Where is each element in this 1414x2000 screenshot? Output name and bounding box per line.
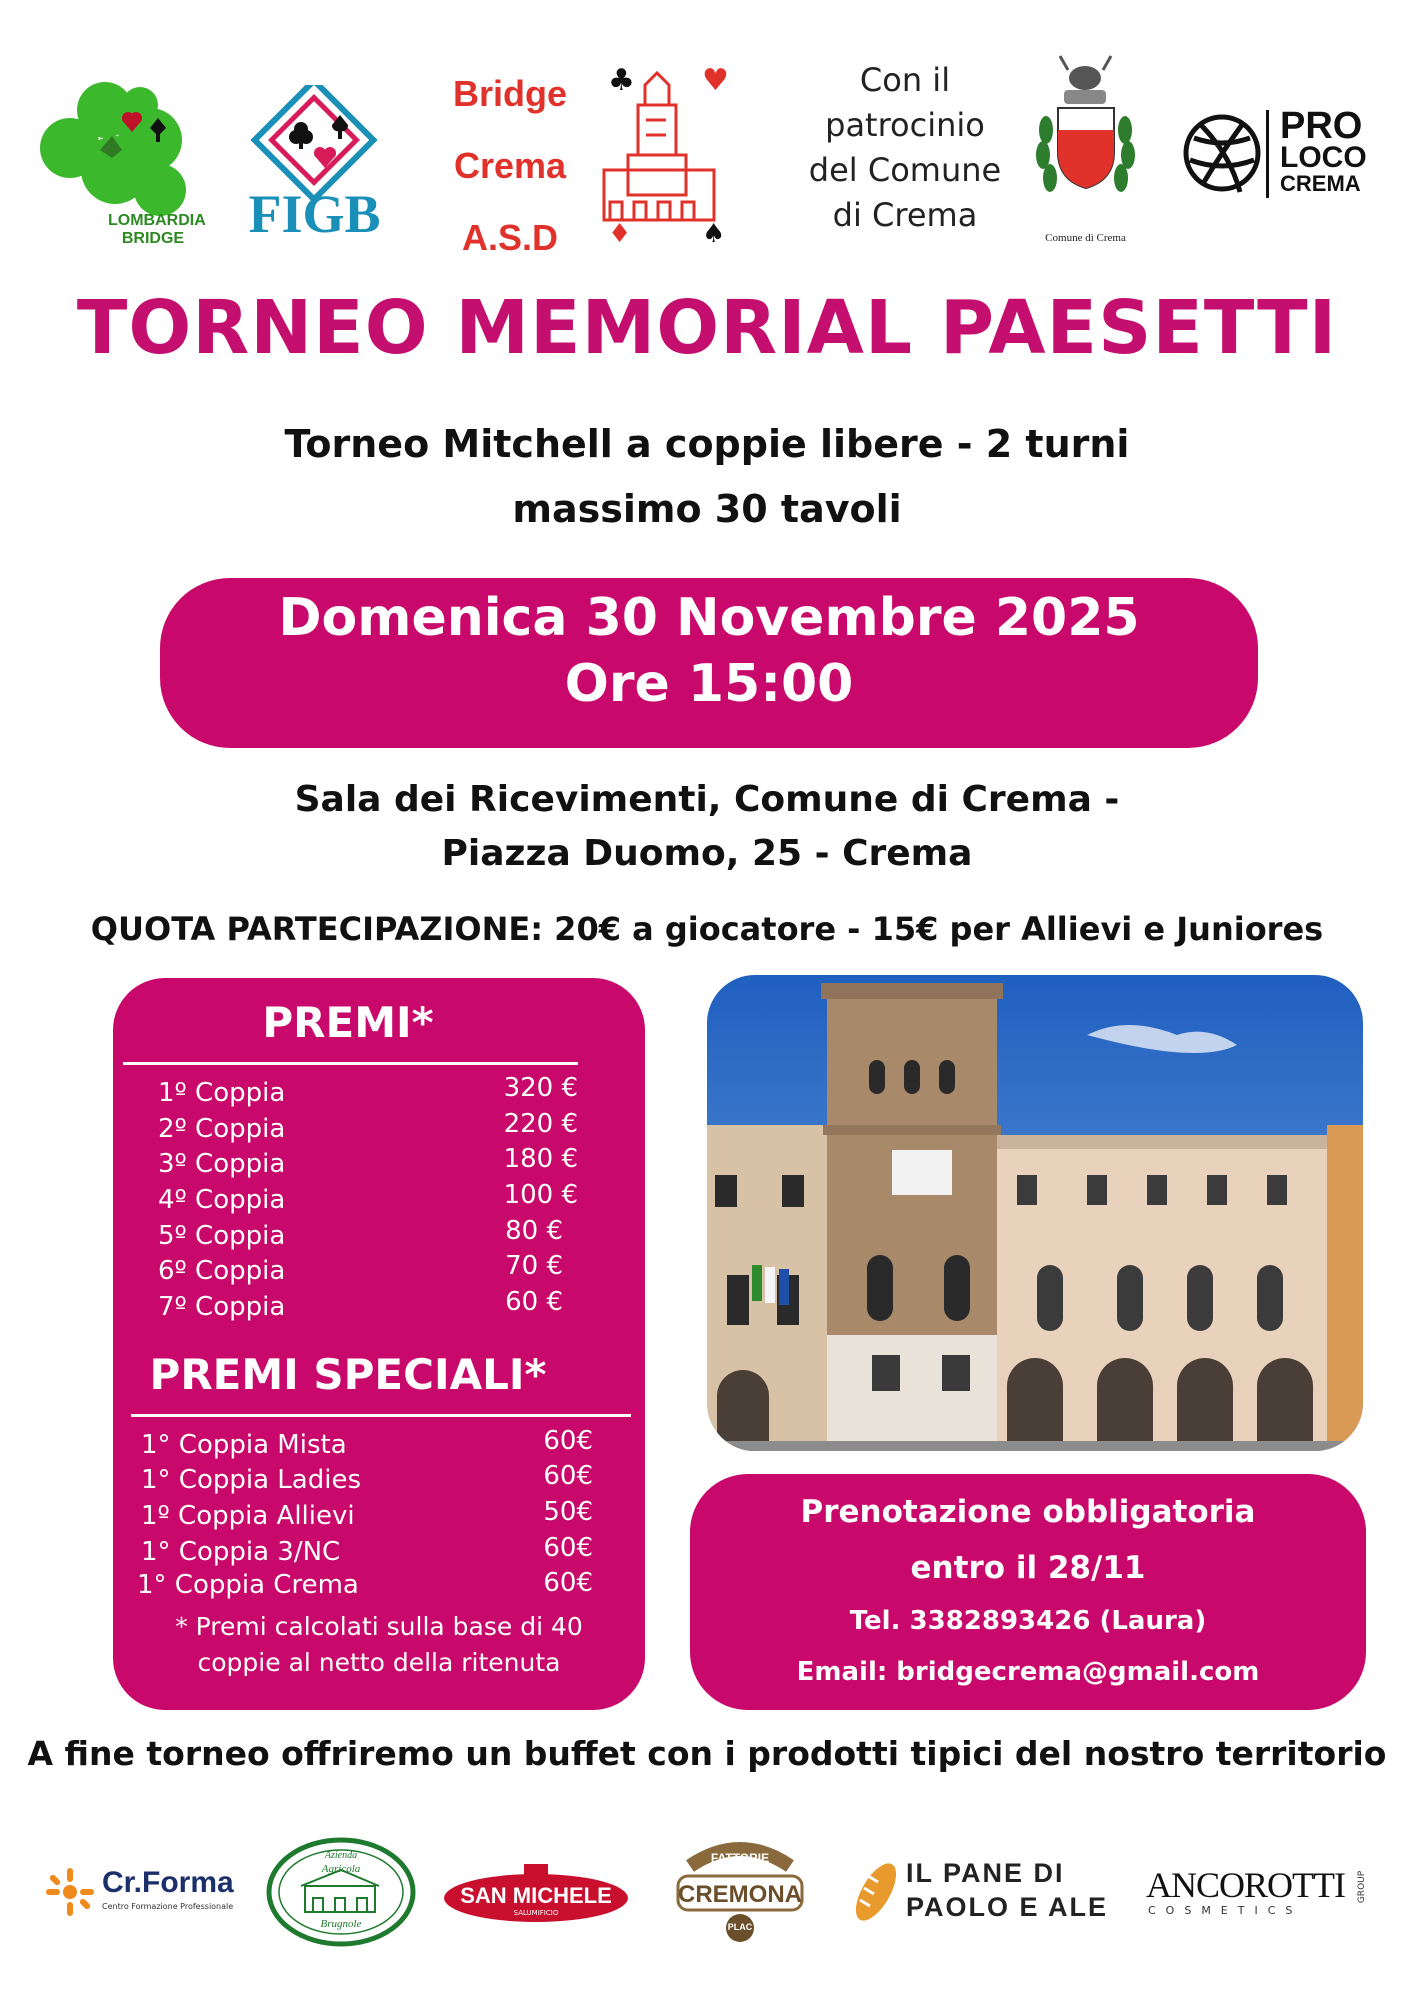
special-prizes-title: PREMI SPECIALI*	[149, 1350, 547, 1399]
crforma-icon	[44, 1866, 96, 1918]
patrocinio-line-4: di Crema	[832, 196, 978, 234]
comune-crema-crest	[1028, 50, 1143, 230]
booking-email[interactable]: Email: bridgecrema@gmail.com	[796, 1657, 1260, 1687]
club-name	[440, 58, 580, 274]
proloco-line-2: LOCO	[1280, 141, 1367, 174]
club-name-line-1: Bridge	[452, 73, 567, 114]
prize-value: 60 €	[505, 1287, 563, 1317]
proloco-icon	[1182, 108, 1262, 198]
prize-label: 4º Coppia	[158, 1185, 286, 1215]
figb-text: FIGB	[248, 184, 381, 244]
booking-panel	[690, 1474, 1366, 1710]
subtitle-line-1: Torneo Mitchell a coppie libere - 2 turni	[284, 422, 1130, 466]
special-prize-value: 60€	[543, 1568, 593, 1598]
club-name-line-2: Crema	[453, 145, 567, 186]
proloco-line-1: PRO	[1280, 105, 1363, 147]
crforma-name: Cr.Forma	[102, 1866, 234, 1899]
date-banner	[160, 578, 1258, 748]
venue-line-1: Sala dei Ricevimenti, Comune di Crema -	[294, 779, 1120, 820]
patrocinio-line-1: Con il	[859, 61, 951, 99]
prize-label: 1º Coppia	[158, 1078, 286, 1108]
prize-value: 100 €	[503, 1180, 578, 1210]
club-name-line-3: A.S.D	[461, 217, 558, 258]
prizes-panel	[113, 978, 645, 1710]
booking-line-2: entro il 28/11	[910, 1550, 1146, 1586]
fattorie-main: CREMONA	[678, 1881, 802, 1908]
prize-value: 320 €	[503, 1073, 578, 1103]
ancorotti-name: ANCOROTTI	[1146, 1865, 1345, 1905]
special-prize-label: 1° Coppia Mista	[141, 1430, 347, 1460]
san-michele-name: SAN MICHELE	[460, 1883, 612, 1908]
prize-label: 2º Coppia	[158, 1114, 286, 1144]
club-tower-logo	[590, 60, 735, 250]
svg-text:♥: ♥	[702, 63, 729, 98]
special-prize-value: 60€	[543, 1426, 593, 1456]
crforma-logo	[44, 1862, 254, 1922]
proloco-text	[1280, 105, 1390, 196]
pane-line-2: PAOLO E ALE	[906, 1892, 1109, 1922]
special-prizes-divider	[131, 1414, 631, 1417]
prizes-title: PREMI*	[262, 998, 434, 1047]
event-title: TORNEO MEMORIAL PAESETTI	[76, 285, 1338, 371]
patrocinio-line-3: del Comune	[808, 151, 1002, 189]
prizes-note-line-2: coppie al netto della ritenuta	[197, 1648, 561, 1677]
special-prize-label: 1° Coppia 3/NC	[141, 1537, 341, 1567]
prize-value: 220 €	[503, 1109, 578, 1139]
proloco-line-3: CREMA	[1280, 171, 1361, 196]
prize-label: 3º Coppia	[158, 1149, 286, 1179]
ancorotti-sub: COSMETICS	[1148, 1904, 1303, 1917]
prize-label: 6º Coppia	[158, 1256, 286, 1286]
azienda-bottom: Brugnole	[320, 1918, 362, 1930]
prizes-note-line-1: * Premi calcolati sulla base di 40	[175, 1612, 583, 1641]
fattorie-cremona-logo	[670, 1836, 810, 1948]
patrocinio-line-2: patrocinio	[825, 106, 985, 144]
special-prize-label: 1° Coppia Ladies	[141, 1465, 361, 1495]
prize-value: 180 €	[503, 1144, 578, 1174]
pane-logo	[846, 1856, 1116, 1930]
event-date: Domenica 30 Novembre 2025	[278, 588, 1140, 648]
comune-crema-caption: Comune di Crema	[1045, 232, 1126, 244]
special-prize-label: 1º Coppia Allievi	[141, 1501, 355, 1531]
venue	[0, 773, 1414, 881]
pane-line-1: IL PANE DI	[906, 1858, 1065, 1888]
venue-line-2: Piazza Duomo, 25 - Crema	[441, 833, 973, 874]
prize-value: 70 €	[505, 1251, 563, 1281]
event-time: Ore 15:00	[564, 654, 854, 714]
subtitle-line-2: massimo 30 tavoli	[512, 487, 902, 531]
prize-label: 7º Coppia	[158, 1292, 286, 1322]
prize-value: 80 €	[505, 1216, 563, 1246]
prizes-divider	[123, 1062, 578, 1065]
lombardia-bridge-text: LOMBARDIA BRIDGE	[108, 212, 206, 247]
svg-text:♣: ♣	[608, 63, 635, 98]
buffet-note: A fine torneo offriremo un buffet con i prodotti tipici del nostro territorio	[27, 1734, 1387, 1773]
azienda-mid: Agricola	[321, 1863, 361, 1875]
special-prize-value: 50€	[543, 1497, 593, 1527]
san-michele-sub: SALUMIFICIO	[513, 1909, 559, 1917]
prize-label: 5º Coppia	[158, 1221, 286, 1251]
special-prize-value: 60€	[543, 1461, 593, 1491]
fattorie-top: FATTORIE	[710, 1851, 770, 1865]
san-michele-logo	[440, 1860, 632, 1926]
svg-text:♠: ♠	[702, 219, 726, 249]
booking-line-1: Prenotazione obbligatoria	[800, 1494, 1256, 1530]
booking-phone[interactable]: Tel. 3382893426 (Laura)	[849, 1606, 1207, 1636]
crforma-tagline: Centro Formazione Professionale	[102, 1902, 234, 1911]
azienda-agricola-logo	[265, 1836, 417, 1948]
svg-text:♦: ♦	[608, 219, 632, 249]
ancorotti-logo	[1146, 1864, 1368, 1924]
patrocinio-text	[790, 58, 1020, 238]
fattorie-badge: PLAC	[727, 1922, 753, 1932]
town-hall-photo	[707, 975, 1363, 1451]
ancorotti-side: GROUP	[1357, 1870, 1368, 1904]
special-prize-value: 60€	[543, 1533, 593, 1563]
proloco-divider	[1266, 110, 1269, 198]
participation-fee: QUOTA PARTECIPAZIONE: 20€ a giocatore - 15€ per Allievi e Juniores	[90, 910, 1324, 948]
special-prize-label: 1° Coppia Crema	[137, 1570, 359, 1600]
azienda-top: Azienda	[324, 1850, 358, 1861]
